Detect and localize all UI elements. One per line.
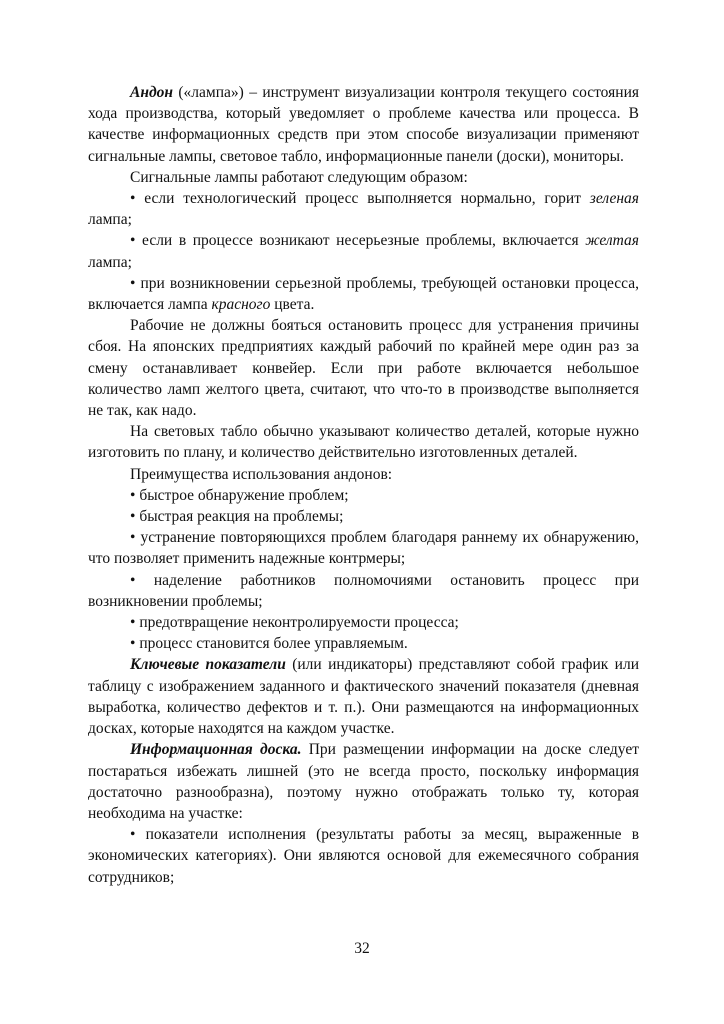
list-item <box>88 188 639 230</box>
bullet-icon: • <box>130 486 136 504</box>
paragraph-text: Сигнальные лампы работают следующим образом: <box>130 168 468 186</box>
emphasis-text: красного <box>211 296 271 314</box>
emphasis-text: желтая <box>585 232 639 250</box>
paragraph-text: Рабочие не должны бояться остановить процесс для устранения причины сбоя. На японских предприятиях каждый рабочий по крайней мере один раз за смену останавливает конвейер. Если при работе включается небольшое количество ламп желтого цвета, считают, что что-то в производстве выполняется не так, как надо. <box>88 317 639 420</box>
list-item-text: процесс становится более управляемым. <box>139 635 408 653</box>
paragraph-andon <box>88 82 639 167</box>
term-key-indicators: Ключевые показатели <box>130 656 286 674</box>
bullet-icon: • <box>130 508 136 526</box>
list-item <box>88 633 639 654</box>
paragraph <box>88 464 639 485</box>
body-text <box>88 82 639 888</box>
paragraph-key-indicators <box>88 654 639 739</box>
paragraph-text: На световых табло обычно указывают количество деталей, которые нужно изготовить по плану, и количество действительно изготовленных деталей. <box>88 423 639 462</box>
paragraph-text: («лампа») – инструмент визуализации контроля текущего состояния хода производства, который уведомляет о проблеме качества или процесса. В качестве информационных средств при этом способе визуализации применяют сигнальные лампы, световое табло, информационные панели (доски), мониторы. <box>88 84 639 165</box>
list-item <box>88 230 639 272</box>
bullet-icon: • <box>130 232 136 250</box>
bullet-icon: • <box>130 190 136 208</box>
list-item <box>88 527 639 569</box>
term-info-board: Информационная доска. <box>130 741 302 759</box>
list-item <box>88 824 639 888</box>
list-item-text: показатели исполнения (результаты работы за месяц, выраженные в экономических категориях). Они являются основой для ежемесячного собрания сотрудников; <box>88 826 640 886</box>
bullet-icon: • <box>130 274 136 292</box>
list-item <box>88 273 639 315</box>
bullet-icon: • <box>130 571 136 589</box>
page-number: 32 <box>354 940 370 957</box>
list-item-text: если в процессе возникают несерьезные проблемы, включается <box>142 232 586 250</box>
list-item-text: наделение работников полномочиями остановить процесс при возникновении проблемы; <box>88 571 639 610</box>
paragraph <box>88 421 639 463</box>
list-item <box>88 506 639 527</box>
paragraph-text: (или индикаторы) представляют собой график или таблицу с изображением заданного и фактического значений показателя (дневная выработка, количество дефектов и т. п.). Они размещаются на информационных досках, которые находятся на каждом участке. <box>88 656 639 738</box>
list-item-text: предотвращение неконтролируемости процесса; <box>139 614 459 632</box>
bullet-icon: • <box>130 826 136 844</box>
term-andon: Андон <box>130 84 173 101</box>
list-item <box>88 570 639 612</box>
bullet-icon: • <box>130 614 136 632</box>
list-item-text: лампа; <box>88 253 132 271</box>
emphasis-text: зеленая <box>589 190 639 208</box>
list-item-text: при возникновении серьезной проблемы, требующей остановки процесса, включается лампа <box>88 274 640 314</box>
paragraph-text: При размещении информации на доске следует постараться избежать лишней (это не всегда просто, поскольку информация достаточно разнообразна), поэтому нужно отображать только ту, которая необходима на участке: <box>88 741 639 822</box>
list-item-text: быстрое обнаружение проблем; <box>139 486 349 504</box>
bullet-icon: • <box>130 635 136 653</box>
list-item <box>88 485 639 506</box>
paragraph-info-board <box>88 739 639 824</box>
paragraph <box>88 315 639 421</box>
list-item <box>88 612 639 633</box>
paragraph <box>88 167 639 188</box>
list-item-text: устранение повторяющихся проблем благодаря раннему их обнаружению, что позволяет применить надежные контрмеры; <box>88 529 640 568</box>
bullet-icon: • <box>130 529 136 547</box>
list-item-text: цвета. <box>270 296 315 314</box>
list-item-text: быстрая реакция на проблемы; <box>139 508 344 526</box>
paragraph-text: Преимущества использования андонов: <box>130 465 393 483</box>
list-item-text: лампа; <box>88 211 132 229</box>
list-item-text: если технологический процесс выполняется нормально, горит <box>144 190 590 208</box>
